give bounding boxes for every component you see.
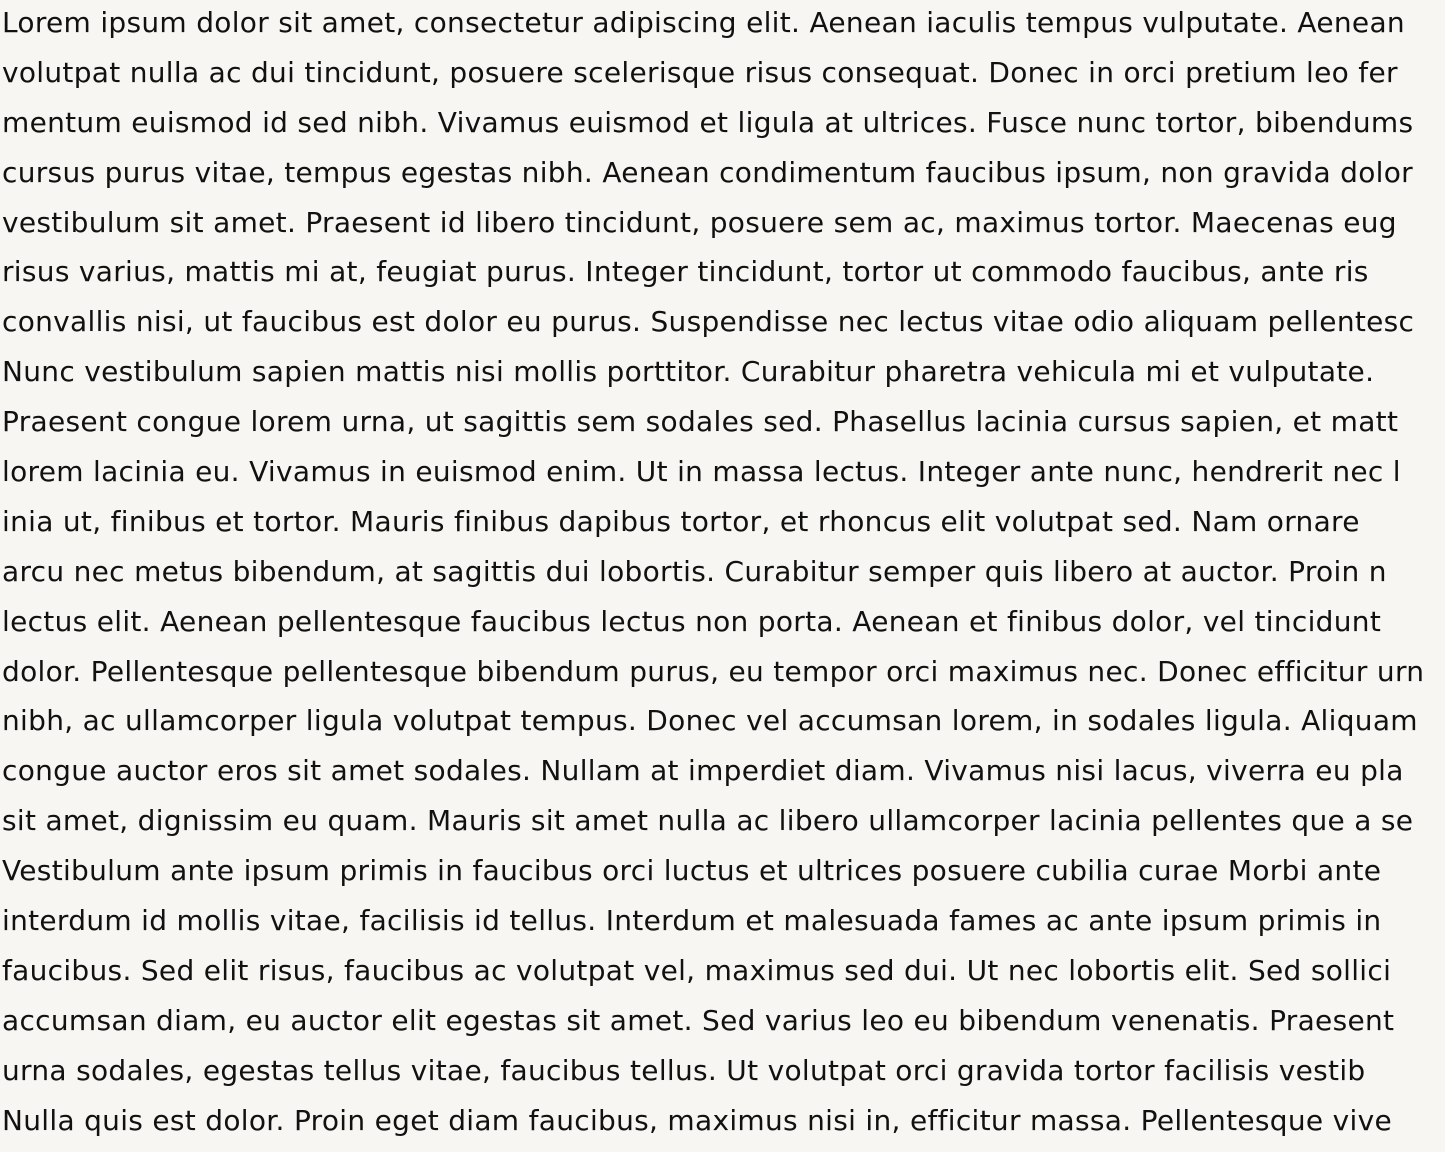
- text-line: Nulla quis est dolor. Proin eget diam faucibus, maximus nisi in, efficitur massa. Pellentesque vive: [2, 1103, 1392, 1137]
- text-line: congue auctor eros sit amet sodales. Nullam at imperdiet diam. Vivamus nisi lacus, viverra eu pla: [2, 754, 1404, 788]
- text-line: Nunc vestibulum sapien mattis nisi mollis porttitor. Curabitur pharetra vehicula mi et vulputate.: [2, 355, 1375, 389]
- text-line: Vestibulum ante ipsum primis in faucibus orci luctus et ultrices posuere cubilia curae Morbi ante: [2, 854, 1382, 888]
- text-line: interdum id mollis vitae, facilisis id tellus. Interdum et malesuada fames ac ante ipsum primis in: [2, 904, 1382, 938]
- text-line: faucibus. Sed elit risus, faucibus ac volutpat vel, maximus sed dui. Ut nec lobortis elit. Sed sollici: [2, 953, 1392, 987]
- text-line: sit amet, dignissim eu quam. Mauris sit amet nulla ac libero ullamcorper lacinia pellentes que a se: [2, 804, 1414, 838]
- text-line: dolor. Pellentesque pellentesque bibendum purus, eu tempor orci maximus nec. Donec efficitur urn: [2, 654, 1425, 688]
- text-line: risus varius, mattis mi at, feugiat purus. Integer tincidunt, tortor ut commodo faucibus, ante ris: [2, 255, 1369, 289]
- text-line: mentum euismod id sed nibh. Vivamus euismod et ligula at ultrices. Fusce nunc tortor, bibendums: [2, 105, 1414, 139]
- text-line: lorem lacinia eu. Vivamus in euismod enim. Ut in massa lectus. Integer ante nunc, hendrerit nec l: [2, 455, 1401, 489]
- text-line: convallis nisi, ut faucibus est dolor eu purus. Suspendisse nec lectus vitae odio aliquam pellentesc: [2, 305, 1415, 339]
- text-body: [2, 0, 1424, 1147]
- text-line: nibh, ac ullamcorper ligula volutpat tempus. Donec vel accumsan lorem, in sodales ligula. Aliquam: [2, 704, 1418, 738]
- text-line: vestibulum sit amet. Praesent id libero tincidunt, posuere sem ac, maximus tortor. Maecenas eug: [2, 205, 1397, 239]
- text-line: Lorem ipsum dolor sit amet, consectetur adipiscing elit. Aenean iaculis tempus vulputate. Aenean: [2, 6, 1405, 39]
- text-line: inia ut, finibus et tortor. Mauris finibus dapibus tortor, et rhoncus elit volutpat sed. Nam ornare: [2, 504, 1360, 538]
- text-line: accumsan diam, eu auctor elit egestas sit amet. Sed varius leo eu bibendum venenatis. Praesent: [2, 1003, 1395, 1037]
- text-line: lectus elit. Aenean pellentesque faucibus lectus non porta. Aenean et finibus dolor, vel tincidunt: [2, 604, 1382, 638]
- text-line: cursus purus vitae, tempus egestas nibh. Aenean condimentum faucibus ipsum, non gravida dolor: [2, 155, 1413, 189]
- text-line: volutpat nulla ac dui tincidunt, posuere scelerisque risus consequat. Donec in orci pretium leo fer: [2, 55, 1398, 89]
- text-line: arcu nec metus bibendum, at sagittis dui lobortis. Curabitur semper quis libero at auctor. Proin n: [2, 554, 1387, 588]
- text-line: Praesent congue lorem urna, ut sagittis sem sodales sed. Phasellus lacinia cursus sapien, et matt: [2, 405, 1399, 439]
- text-line: urna sodales, egestas tellus vitae, faucibus tellus. Ut volutpat orci gravida tortor facilisis vestib: [2, 1053, 1366, 1087]
